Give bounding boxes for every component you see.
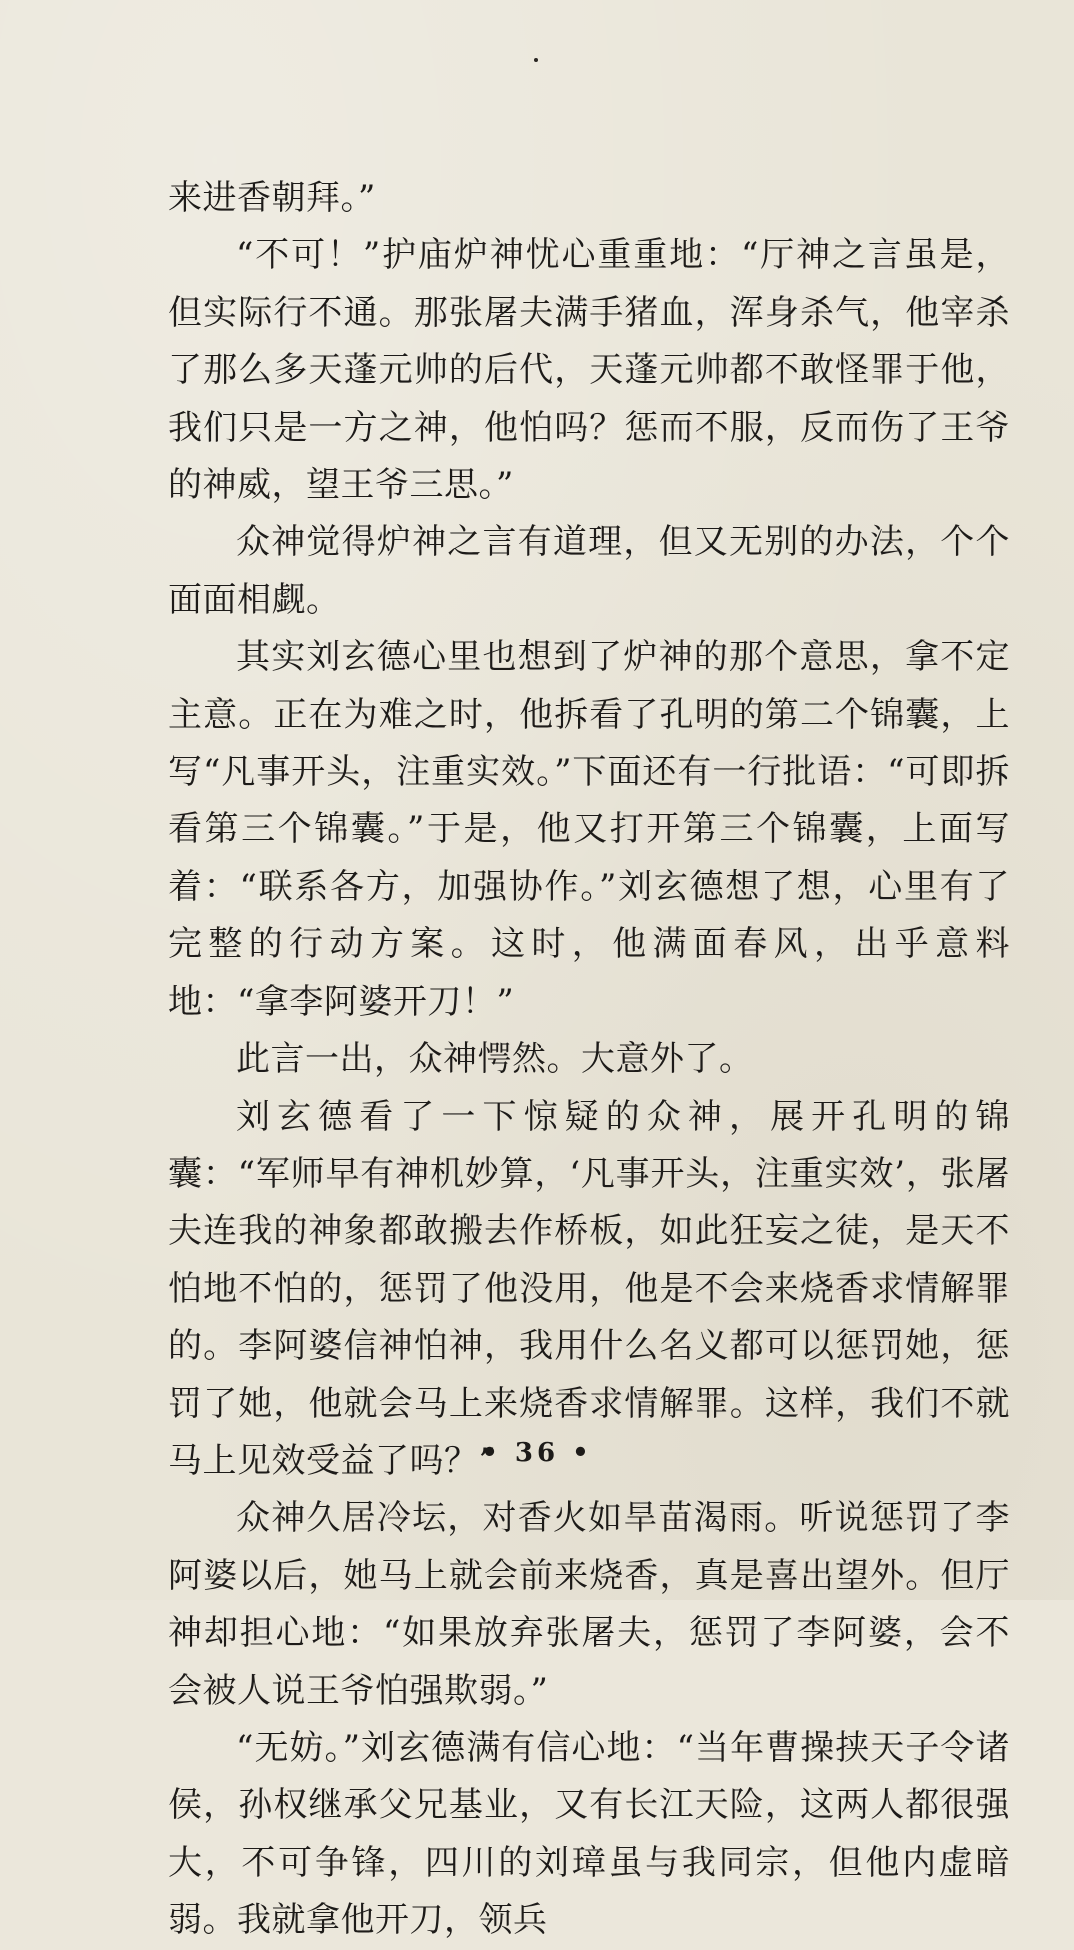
paragraph-2: “不可！”护庙炉神忧心重重地：“厅神之言虽是，但实际行不通。那张屠夫满手猪血，浑身杀气，他宰杀了那么多天蓬元帅的后代，天蓬元帅都不敢怪罪于他，我们只是一方之神，他怕吗？惩而不服，反而伤了王爷的神威，望王爷三思。” <box>168 235 1010 506</box>
paragraph-7: 众神久居冷坛，对香火如旱苗渴雨。听说惩罚了李阿婆以后，她马上就会前来烧香，真是喜出望外。但厅神却担心地：“如果放弃张屠夫，惩罚了李阿婆，会不会被人说王爷怕强欺弱。” <box>168 1498 1010 1711</box>
paragraph-5: 此言一出，众神愕然。大意外了。 <box>236 1039 754 1080</box>
page-number: • 36 • <box>481 1438 593 1468</box>
body-text <box>168 170 1010 1950</box>
paragraph-3: 众神觉得炉神之言有道理，但又无别的办法，个个面面相觑。 <box>168 522 1010 620</box>
paragraph-8: “无妨。”刘玄德满有信心地：“当年曹操挟天子令诸侯，孙权继承父兄基业，又有长江天险，这两人都很强大，不可争锋，四川的刘璋虽与我同宗，但他内虚暗弱。我就拿他开刀，领兵 <box>168 1727 1010 1941</box>
paragraph-6: 刘玄德看了一下惊疑的众神，展开孔明的锦囊：“军师早有神机妙算，‘凡事开头，注重实效’，张屠夫连我的神象都敢搬去作桥板，如此狂妄之徒，是天不怕地不怕的，惩罚了他没用，他是不会来烧香求情解罪的。李阿婆信神怕神，我用什么名义都可以惩罚她，惩罚了她，他就会马上来烧香求情解罪。这样，我们不就马上见效受益了吗？” <box>168 1096 1010 1481</box>
ink-speck <box>534 58 538 62</box>
paragraph-4: 其实刘玄德心里也想到了炉神的那个意思，拿不定主意。正在为难之时，他拆看了孔明的第二个锦囊，上写“凡事开头，注重实效。”下面还有一行批语：“可即拆看第三个锦囊。”于是，他又打开第三个锦囊，上面写着：“联系各方，加强协作。”刘玄德想了想，心里有了完整的行动方案。这时，他满面春风，出乎意料地：“拿李阿婆开刀！” <box>168 637 1010 1022</box>
paragraph-1: 来进香朝拜。” <box>168 178 376 218</box>
